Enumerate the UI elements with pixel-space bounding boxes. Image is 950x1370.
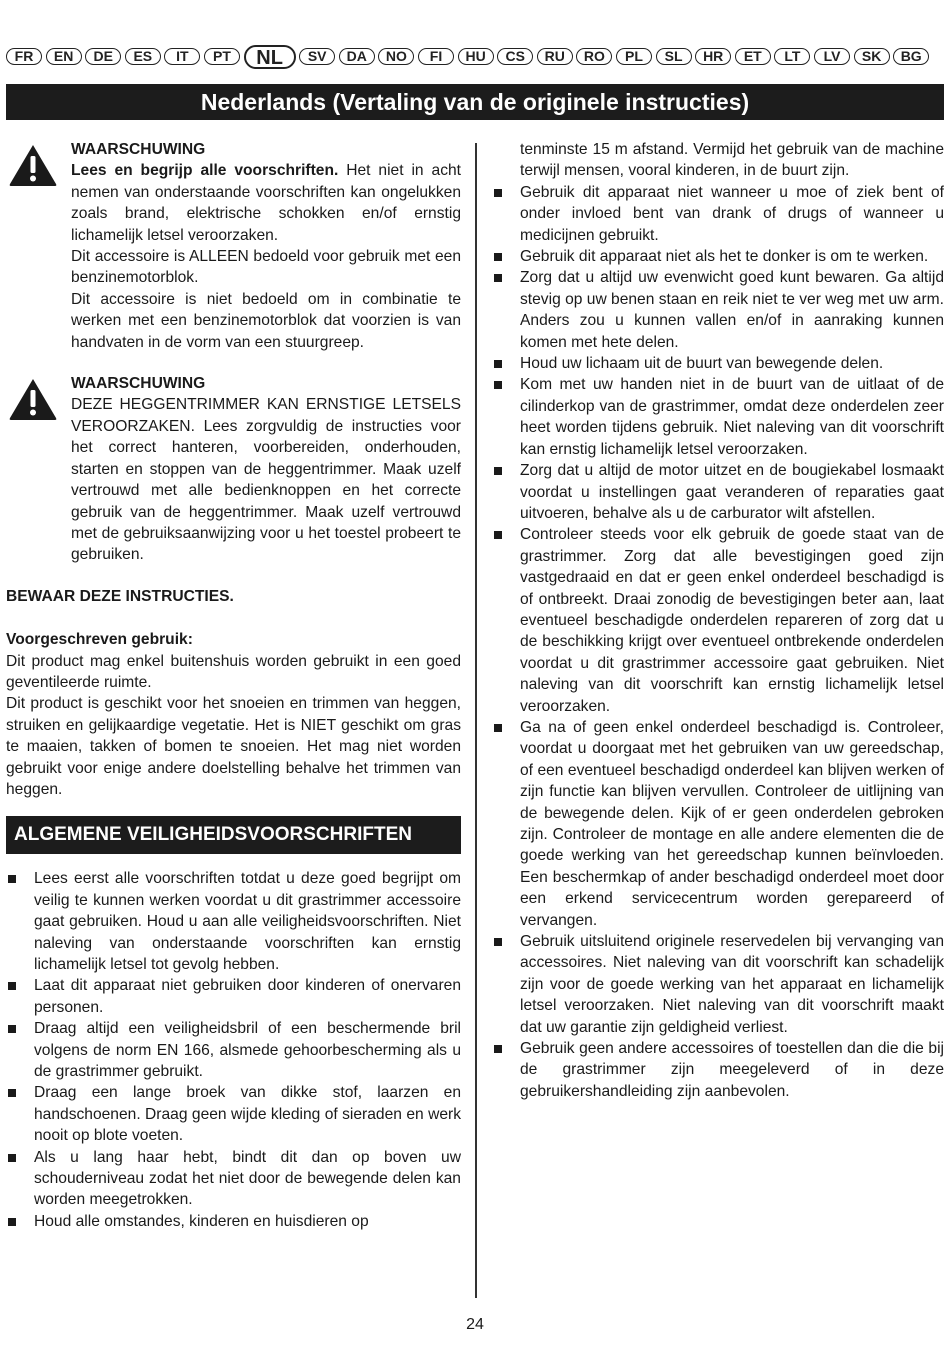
list-item bbox=[6, 1082, 461, 1146]
square-bullet-icon bbox=[8, 1154, 16, 1162]
page-title: Nederlands (Vertaling van de originele instructies) bbox=[6, 84, 944, 120]
square-bullet-icon bbox=[494, 381, 502, 389]
keep-instructions: BEWAAR DEZE INSTRUCTIES. bbox=[6, 587, 234, 605]
square-bullet-icon bbox=[494, 724, 502, 732]
list-item-text: Draag altijd een veiligheidsbril of een beschermende bril volgens de norm EN 166, alsmede gehoorbescherming als u de grastrimmer gebruikt. bbox=[34, 1020, 461, 1081]
language-tab-de: DE bbox=[85, 48, 121, 65]
list-item bbox=[6, 1018, 461, 1082]
language-tab-fi: FI bbox=[418, 48, 454, 65]
language-tab-bg: BG bbox=[893, 48, 929, 65]
warning-title: WAARSCHUWING bbox=[71, 375, 206, 393]
language-tab-lv: LV bbox=[814, 48, 850, 65]
list-item-text: Draag een lange broek van dikke stof, laarzen en handschoenen. Draag geen wijde kleding of sieraden en werk nooit op blote voeten. bbox=[34, 1084, 461, 1145]
list-item-text: Gebruik geen andere accessoires of toestellen dan die die bij de grastrimmer zijn meegeleverd of in deze gebruikershandleiding zijn aanbevolen. bbox=[520, 1040, 944, 1100]
square-bullet-icon bbox=[8, 875, 16, 883]
list-item bbox=[6, 868, 461, 975]
safety-list bbox=[6, 868, 461, 1232]
language-tab-hu: HU bbox=[458, 48, 494, 65]
warning-title: WAARSCHUWING bbox=[71, 141, 206, 158]
intended-use-heading: Voorgeschreven gebruik: bbox=[6, 631, 193, 649]
safety-list bbox=[492, 182, 944, 1102]
list-item-text: Houd alle omstandes, kinderen en huisdieren op bbox=[34, 1212, 369, 1230]
language-tab-en: EN bbox=[46, 48, 82, 65]
intended-use-text: Dit product mag enkel buitenshuis worden gebruikt in een goed geventileerde ruimte. bbox=[6, 652, 461, 691]
square-bullet-icon bbox=[494, 189, 502, 197]
square-bullet-icon bbox=[8, 1089, 16, 1097]
language-tab-ru: RU bbox=[537, 48, 573, 65]
list-item-text: Kom met uw handen niet in de buurt van de uitlaat of de cilinderkop van de grastrimmer, omdat deze onderdelen zeer heet worden tijdens gebruik. Niet naleving van dit voorschrift kan ernstig lichamelijk letsel veroorzaken. bbox=[520, 376, 944, 458]
language-tab-sl: SL bbox=[656, 48, 692, 65]
warning-text: Het niet in acht nemen van onderstaande voorschriften kan ongelukken zoals brand, elektrische schokken en/of ernstig lichamelijk letsel veroorzaken. bbox=[71, 162, 461, 244]
section-title: ALGEMENE VEILIGHEIDSVOORSCHRIFTEN bbox=[6, 816, 461, 854]
list-item-continuation: tenminste 15 m afstand. Vermijd het gebruik van de machine terwijl mensen, vooral kinderen, in de buurt zijn. bbox=[520, 141, 944, 180]
language-tab-pt: PT bbox=[204, 48, 240, 65]
left-column bbox=[6, 139, 461, 1232]
language-tab-nl: NL bbox=[244, 45, 296, 69]
list-item-text: Ga na of geen enkel onderdeel beschadigd is. Controleer, voordat u doorgaat met het gebruiken van uw gereedschap, of een eventueel beschadigd onderdeel kan blijven werken of zijn functie kan blijven vervullen. Controleer de uitlijning van de bewegende delen. Kijk of er geen onderdelen gebroken zijn. Controleer de montage en alle andere elementen die de goede werking van het gereedschap kunnen beïnvloeden. Een beschermkap of ander beschadigd onderdeel moet door een erkend servicecentrum worden gerepareerd of vervangen. bbox=[520, 718, 944, 929]
list-item-text: Houd uw lichaam uit de buurt van bewegende delen. bbox=[520, 355, 884, 373]
warning-text: Dit accessoire is niet bedoeld om in combinatie te werken met een benzinemotorblok dat voorzien is van handvaten in de vorm van een stuurgreep. bbox=[71, 290, 461, 351]
language-tab-da: DA bbox=[339, 48, 375, 65]
language-tab-ro: RO bbox=[576, 48, 612, 65]
list-item-text: Lees eerst alle voorschriften totdat u deze goed begrijpt om veilig te kunnen werken voordat u dit grastrimmer accessoire gaat gebruiken. Houd u aan alle veiligheidsvoorschriften. Niet naleving van onderstaande voorschriften kan ernstig lichamelijk letsel tot gevolg hebben. bbox=[34, 870, 461, 973]
warning-triangle-icon bbox=[8, 143, 58, 187]
list-item bbox=[6, 1147, 461, 1211]
list-item-text: Zorg dat u altijd de motor uitzet en de bougiekabel losmaakt voordat u instellingen gaat veranderen of reparaties gaat uitvoeren, behalve als u de carburator wilt afstellen. bbox=[520, 462, 944, 522]
square-bullet-icon bbox=[494, 1045, 502, 1053]
language-tab-sv: SV bbox=[299, 48, 335, 65]
language-tab-lt: LT bbox=[774, 48, 810, 65]
list-item-text: Als u lang haar hebt, bindt dit dan op boven uw schouderniveau zodat het niet door de bewegende delen kan worden meegetrokken. bbox=[34, 1148, 461, 1209]
language-tab-fr: FR bbox=[6, 48, 42, 65]
list-item-text: Gebruik dit apparaat niet wanneer u moe of ziek bent of onder invloed bent van drank of drugs of wanneer u medicijnen gebruikt. bbox=[520, 183, 944, 244]
list-item bbox=[492, 717, 944, 931]
square-bullet-icon bbox=[494, 274, 502, 282]
warning-block-2 bbox=[6, 373, 461, 566]
square-bullet-icon bbox=[494, 531, 502, 539]
square-bullet-icon bbox=[8, 1025, 16, 1033]
page-number: 24 bbox=[466, 1316, 484, 1333]
intended-use-text: Dit product is geschikt voor het snoeien en trimmen van heggen, struiken en gelijkaardige vegetatie. Het is NIET geschikt om gras te maaien, takken of bomen te snoeien. Het mag niet worden gebruikt voor enige andere doelstelling behalve het trimmen van heggen. bbox=[6, 695, 461, 798]
list-item-text: Gebruik dit apparaat niet als het te donker is om te werken. bbox=[520, 248, 929, 266]
square-bullet-icon bbox=[8, 982, 16, 990]
square-bullet-icon bbox=[494, 467, 502, 475]
square-bullet-icon bbox=[8, 1218, 16, 1226]
language-bar bbox=[6, 45, 944, 71]
list-item bbox=[492, 353, 944, 374]
warning-lead: Lees en begrijp alle voorschriften. bbox=[71, 162, 339, 180]
language-tab-sk: SK bbox=[854, 48, 890, 65]
list-item bbox=[492, 460, 944, 524]
list-item bbox=[492, 524, 944, 717]
list-item-text: Controleer steeds voor elk gebruik de goede staat van de grastrimmer. Zorg dat alle bevestigingen goed zijn vastgedraaid en dat er geen enkel onderdeel beschadigd is of ontbreekt. Draai zonodig de bevestigingen beter aan, laat eventueel beschadigde onderdelen repareren of zorg dat u de beschikking krijgt over eventueel ontbrekende onderdelen voordat u dit grastrimmer accessoire gaat gebruiken. Niet naleving van dit voorschrift kan ernstig lichamelijk letsel veroorzaken. bbox=[520, 526, 944, 715]
language-tab-es: ES bbox=[125, 48, 161, 65]
language-tab-no: NO bbox=[378, 48, 414, 65]
list-item bbox=[6, 1211, 461, 1232]
list-item-text: Gebruik uitsluitend originele reservedelen bij vervanging van accessoires. Niet naleving van dit voorschrift kan schadelijk zijn voor de goede werking van het apparaat en lichamelijk letsel veroorzaken. Niet naleving van dit voorschrift maakt dat uw garantie zijn geldigheid verliest. bbox=[520, 933, 944, 1036]
square-bullet-icon bbox=[494, 360, 502, 368]
list-item bbox=[492, 1038, 944, 1102]
right-column bbox=[492, 139, 944, 1102]
language-tab-et: ET bbox=[735, 48, 771, 65]
square-bullet-icon bbox=[494, 938, 502, 946]
list-item bbox=[6, 975, 461, 1018]
list-item bbox=[492, 267, 944, 353]
square-bullet-icon bbox=[494, 253, 502, 261]
warning-block-1 bbox=[6, 139, 461, 353]
warning-text: Dit accessoire is ALLEEN bedoeld voor gebruik met een benzinemotorblok. bbox=[71, 248, 461, 287]
list-item-text: Laat dit apparaat niet gebruiken door kinderen of onervaren personen. bbox=[34, 977, 461, 1016]
list-item-text: Zorg dat u altijd uw evenwicht goed kunt bewaren. Ga altijd stevig op uw benen staan en reik niet te ver weg met uw arm. Anders zou u kunnen vallen en/of in aanraking kunnen komen met hete delen. bbox=[520, 269, 944, 351]
language-tab-cs: CS bbox=[497, 48, 533, 65]
list-item bbox=[492, 374, 944, 460]
language-tab-hr: HR bbox=[695, 48, 731, 65]
column-divider bbox=[475, 143, 477, 1298]
warning-triangle-icon bbox=[8, 377, 58, 421]
list-item bbox=[492, 931, 944, 1038]
list-item bbox=[492, 182, 944, 246]
list-item bbox=[492, 246, 944, 267]
language-tab-it: IT bbox=[164, 48, 200, 65]
language-tab-pl: PL bbox=[616, 48, 652, 65]
warning-text: DEZE HEGGENTRIMMER KAN ERNSTIGE LETSELS VEROORZAKEN. Lees zorgvuldig de instructies voor het correct hanteren, voorbereiden, onderhouden, starten en stoppen van de heggentrimmer. Maak uzelf vertrouwd met alle bedienknoppen en het correcte gebruik van de heggentrimmer. Maak uzelf vertrouwd met de gebruiksaanwijzing voor u het toestel probeert te gebruiken. bbox=[71, 396, 461, 564]
